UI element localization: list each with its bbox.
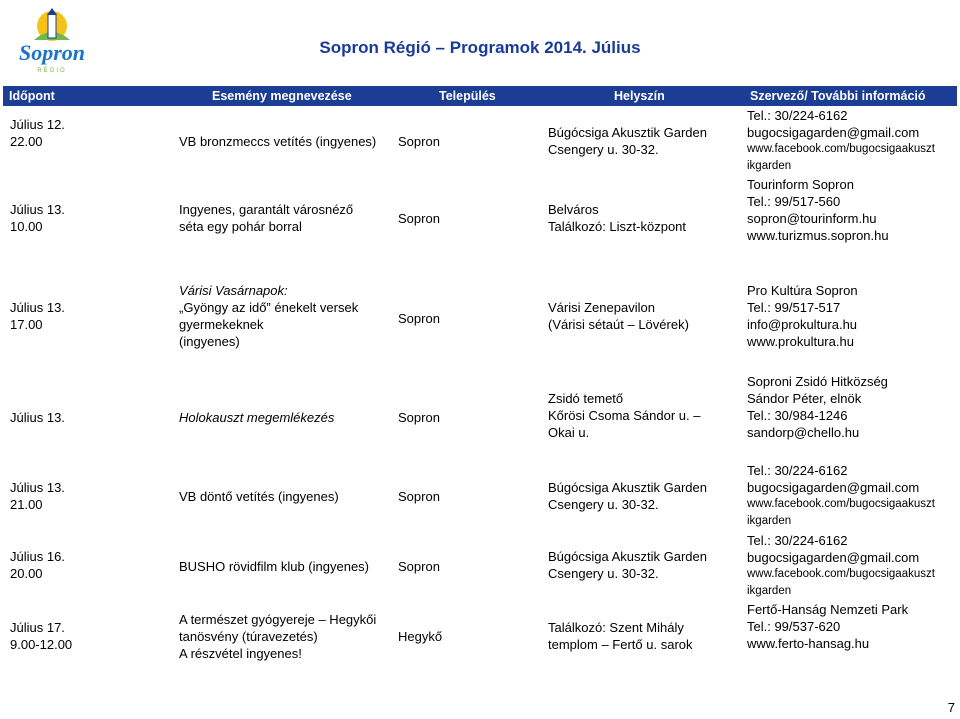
venue-line: Várisi Zenepavilon <box>548 300 655 315</box>
row-1-event <box>179 133 376 150</box>
row-2-venue <box>548 201 686 235</box>
venue-line: Találkozó: Liszt-központ <box>548 219 687 234</box>
organizer-line: ikgarden <box>747 515 792 527</box>
row-5-event <box>179 488 339 505</box>
organizer-line: Soproni Zsidó Hitközség <box>747 374 888 389</box>
row-3-venue <box>548 299 689 333</box>
row-4-date <box>10 409 65 426</box>
venue-line: Búgócsiga Akusztik Garden <box>548 125 707 140</box>
row-4-town <box>398 409 440 426</box>
town-line: Sopron <box>398 559 440 574</box>
header-town: Település <box>439 89 496 103</box>
date-line: 22.00 <box>10 134 43 149</box>
venue-line: Búgócsiga Akusztik Garden <box>548 480 707 495</box>
organizer-line: Tel.: 99/517-560 <box>747 194 841 209</box>
organizer-line[interactable]: www.facebook.com/bugocsigaakuszt <box>747 568 935 580</box>
row-4-event <box>179 409 334 426</box>
venue-line: Belváros <box>548 202 599 217</box>
organizer-line: ikgarden <box>747 585 792 597</box>
row-1-organizer <box>747 107 935 175</box>
row-5-organizer <box>747 462 935 530</box>
event-line: tanösvény (túravezetés) <box>179 629 318 644</box>
organizer-line: Tel.: 30/224-6162 <box>747 463 848 478</box>
organizer-line[interactable]: sandorp@chello.hu <box>747 425 860 440</box>
header-date: Időpont <box>9 89 55 103</box>
venue-line: Csengery u. 30-32. <box>548 497 659 512</box>
row-3-date <box>10 299 65 333</box>
date-line: 10.00 <box>10 219 43 234</box>
venue-line: Okai u. <box>548 425 590 440</box>
row-4-venue <box>548 390 700 441</box>
event-line: séta egy pohár borral <box>179 219 302 234</box>
town-line: Sopron <box>398 489 440 504</box>
event-line: VB döntő vetítés (ingyenes) <box>179 489 339 504</box>
row-3-event <box>179 282 358 350</box>
organizer-line[interactable]: www.facebook.com/bugocsigaakuszt <box>747 498 935 510</box>
date-line: Július 13. <box>10 202 65 217</box>
date-line: Július 17. <box>10 620 65 635</box>
organizer-line[interactable]: www.turizmus.sopron.hu <box>747 228 889 243</box>
organizer-line[interactable]: bugocsigagarden@gmail.com <box>747 550 920 565</box>
row-7-venue <box>548 619 693 653</box>
event-line: Várisi Vasárnapok: <box>179 283 288 298</box>
row-5-date <box>10 479 65 513</box>
town-line: Sopron <box>398 311 440 326</box>
town-line: Hegykő <box>398 629 443 644</box>
venue-line: Kőrösi Csoma Sándor u. – <box>548 408 701 423</box>
page-number: 7 <box>947 700 955 715</box>
organizer-line[interactable]: www.prokultura.hu <box>747 334 854 349</box>
header-venue: Helyszín <box>614 89 665 103</box>
organizer-line[interactable]: bugocsigagarden@gmail.com <box>747 480 920 495</box>
row-7-town <box>398 628 442 645</box>
row-5-town <box>398 488 440 505</box>
event-line: gyermekeknek <box>179 317 264 332</box>
organizer-line[interactable]: www.ferto-hansag.hu <box>747 636 870 651</box>
row-6-date <box>10 548 65 582</box>
row-5-venue <box>548 479 707 513</box>
row-1-town <box>398 133 440 150</box>
date-line: 21.00 <box>10 497 43 512</box>
organizer-line: Tourinform Sopron <box>747 177 854 192</box>
organizer-line[interactable]: info@prokultura.hu <box>747 317 858 332</box>
row-6-organizer <box>747 532 935 600</box>
organizer-line: Tel.: 99/537-620 <box>747 619 841 634</box>
event-line: BUSHO rövidfilm klub (ingyenes) <box>179 559 370 574</box>
venue-line: Csengery u. 30-32. <box>548 142 659 157</box>
row-6-event <box>179 558 369 575</box>
date-line: Július 13. <box>10 410 65 425</box>
event-line: A természet gyógyereje – Hegykői <box>179 612 377 627</box>
header-event: Esemény megnevezése <box>212 89 352 103</box>
organizer-line: Tel.: 30/224-6162 <box>747 108 848 123</box>
row-4-organizer <box>747 373 888 441</box>
organizer-line: Fertő-Hanság Nemzeti Park <box>747 602 909 617</box>
venue-line: Találkozó: Szent Mihály <box>548 620 684 635</box>
organizer-line[interactable]: bugocsigagarden@gmail.com <box>747 125 920 140</box>
event-line: Holokauszt megemlékezés <box>179 410 335 425</box>
event-line: (ingyenes) <box>179 334 240 349</box>
row-2-event <box>179 201 353 235</box>
venue-line: templom – Fertő u. sarok <box>548 637 693 652</box>
venue-line: Csengery u. 30-32. <box>548 566 659 581</box>
date-line: Július 16. <box>10 549 65 564</box>
date-line: 9.00-12.00 <box>10 637 73 652</box>
table-header <box>3 86 957 106</box>
organizer-line: Tel.: 99/517-517 <box>747 300 841 315</box>
tower-shape <box>48 14 56 38</box>
organizer-line: Pro Kultúra Sopron <box>747 283 858 298</box>
date-line: Július 12. <box>10 117 65 132</box>
row-1-date <box>10 116 65 150</box>
date-line: Július 13. <box>10 300 65 315</box>
row-6-town <box>398 558 440 575</box>
row-2-date <box>10 201 65 235</box>
date-line: Július 13. <box>10 480 65 495</box>
town-line: Sopron <box>398 134 440 149</box>
row-3-organizer <box>747 282 858 350</box>
row-6-venue <box>548 548 707 582</box>
venue-line: Búgócsiga Akusztik Garden <box>548 549 707 564</box>
row-7-date <box>10 619 72 653</box>
organizer-line[interactable]: www.facebook.com/bugocsigaakuszt <box>747 143 935 155</box>
row-3-town <box>398 310 440 327</box>
organizer-line: Tel.: 30/224-6162 <box>747 533 848 548</box>
page-title: Sopron Régió – Programok 2014. Július <box>319 38 641 57</box>
row-7-organizer <box>747 601 908 652</box>
row-7-event <box>179 611 376 662</box>
row-2-town <box>398 210 440 227</box>
event-line: A részvétel ingyenes! <box>179 646 302 661</box>
organizer-line: ikgarden <box>747 160 792 172</box>
town-line: Sopron <box>398 410 440 425</box>
logo-wordmark: Sopron <box>18 40 86 65</box>
row-1-venue <box>548 124 707 158</box>
venue-line: Zsidó temető <box>548 391 624 406</box>
header-organizer: Szervező/ További információ <box>750 89 926 103</box>
event-line: „Gyöngy az idő” énekelt versek <box>179 300 359 315</box>
date-line: 20.00 <box>10 566 43 581</box>
venue-line: (Várisi sétaút – Lövérek) <box>548 317 689 332</box>
organizer-line: Sándor Péter, elnök <box>747 391 862 406</box>
event-line: VB bronzmeccs vetítés (ingyenes) <box>179 134 377 149</box>
organizer-line: Tel.: 30/984-1246 <box>747 408 848 423</box>
logo-subtitle: RÉGIÓ <box>37 68 67 74</box>
town-line: Sopron <box>398 211 440 226</box>
row-2-organizer <box>747 176 889 244</box>
organizer-line[interactable]: sopron@tourinform.hu <box>747 211 877 226</box>
date-line: 17.00 <box>10 317 43 332</box>
event-line: Ingyenes, garantált városnéző <box>179 202 354 217</box>
